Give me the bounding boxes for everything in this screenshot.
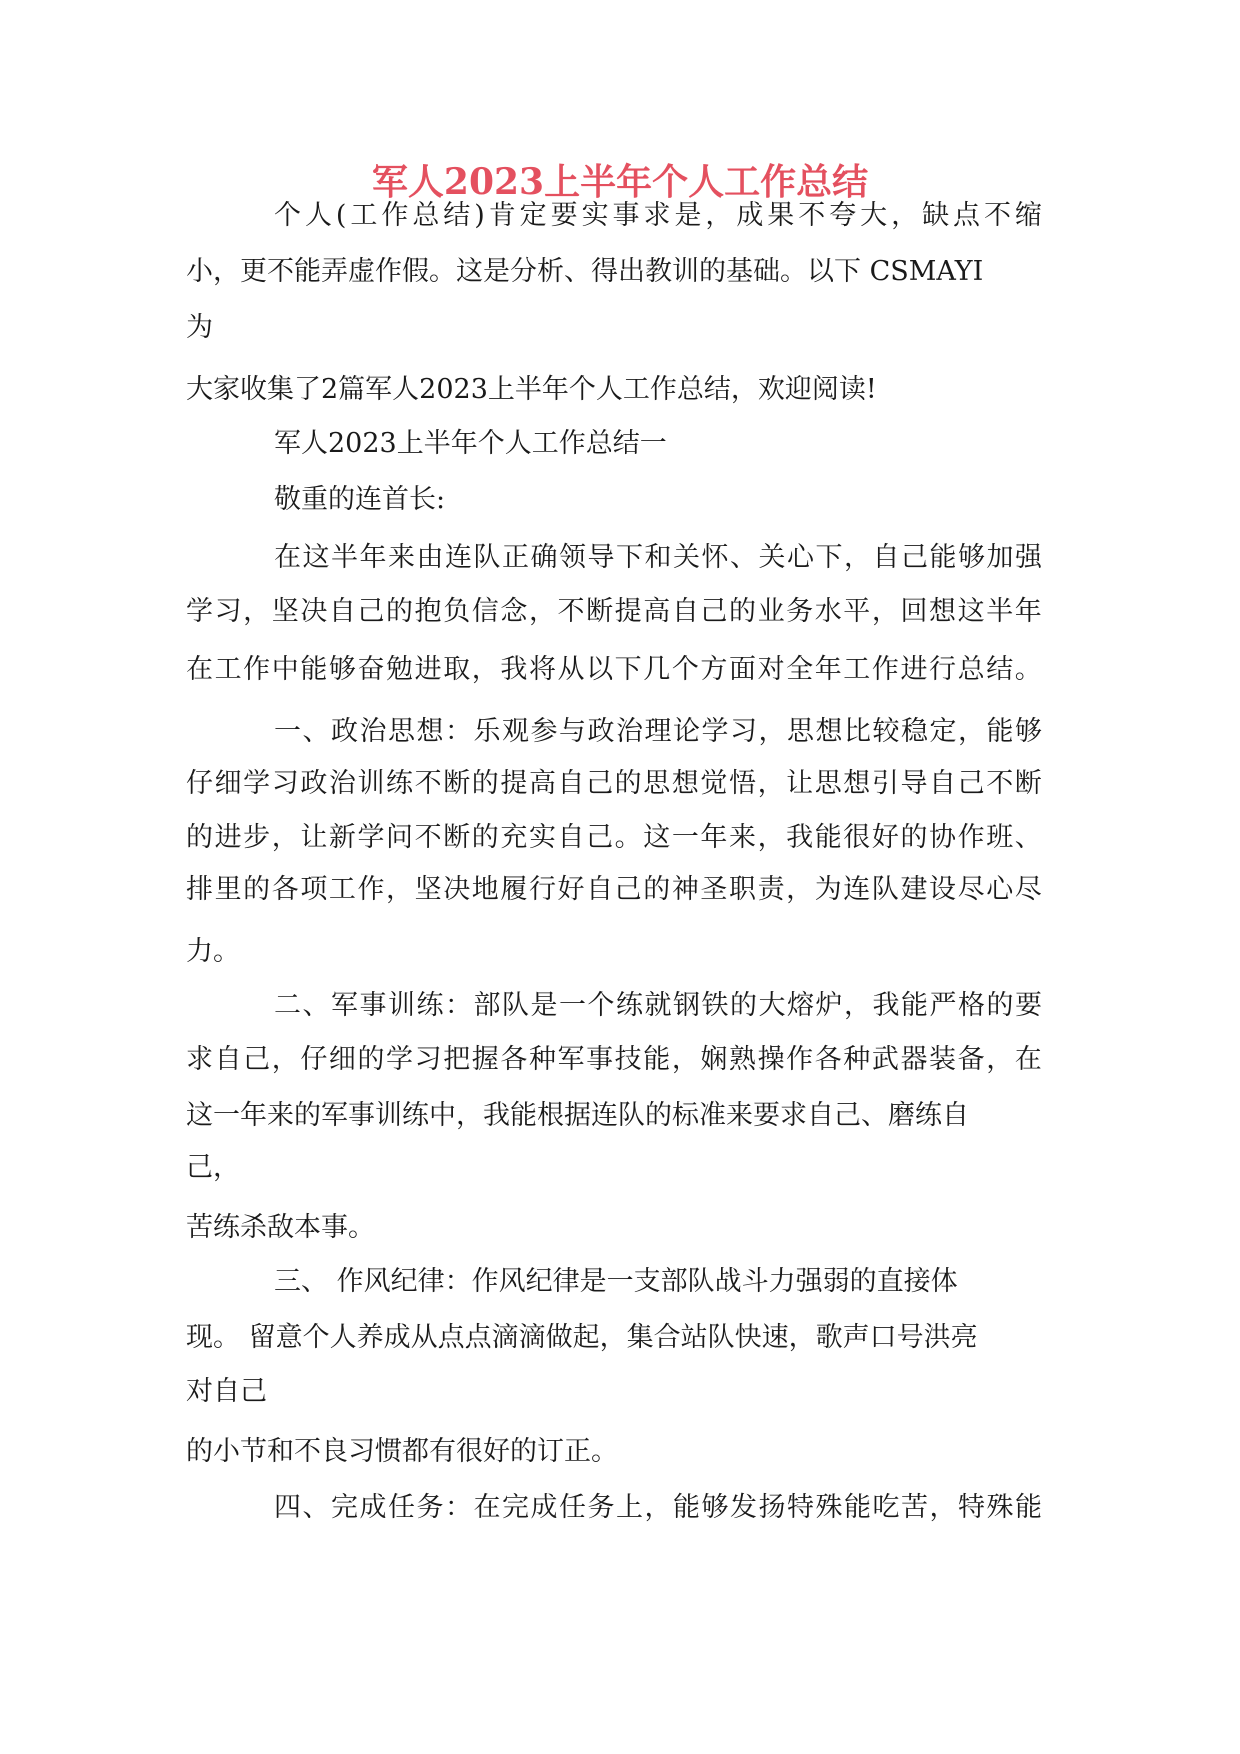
paragraph-line-14: 力。: [186, 936, 240, 967]
salutation-line: 敬重的连首长:: [274, 484, 446, 515]
paragraph-line-23: 的小节和不良习惯都有很好的订正。: [186, 1436, 618, 1467]
paragraph-line-21: 现。 留意个人养成从点点滴滴做起，集合站队快速，歌声口号洪亮: [186, 1322, 978, 1353]
paragraph-line-3: 为: [186, 312, 213, 343]
paragraph-line-4: 大家收集了2篇军人2023上半年个人工作总结，欢迎阅读!: [186, 374, 877, 405]
paragraph-line-20: 三、 作风纪律：作风纪律是一支部队战斗力强弱的直接体: [274, 1266, 958, 1297]
paragraph-line-22: 对自己: [186, 1376, 267, 1407]
paragraph-line-19: 苦练杀敌本事。: [186, 1212, 375, 1243]
section-heading-1: 军人2023上半年个人工作总结一: [274, 428, 667, 459]
paragraph-line-12: 的 进 步 ， 让 新 学 问 不 断 的 充 实 自 己 。 这 一 年 来 ， 我 能 很 好 的 协 作 班 、: [186, 822, 1042, 853]
paragraph-line-2: 小，更不能弄虚作假。这是分析、得出教训的基础。以下 CSMAYI: [186, 256, 984, 287]
paragraph-line-16: 求 自 己 ， 仔 细 的 学 习 把 握 各 种 军 事 技 能 ， 娴 熟 操 作 各 种 武 器 装 备 ， 在: [186, 1044, 1042, 1075]
paragraph-line-13: 排 里 的 各 项 工 作 ， 坚 决 地 履 行 好 自 己 的 神 圣 职 责 ， 为 连 队 建 设 尽 心 尽: [186, 874, 1042, 905]
paragraph-line-18: 己，: [186, 1152, 240, 1183]
paragraph-line-9: 在 工 作 中 能 够 奋 勉 进 取 ， 我 将 从 以 下 几 个 方 面 对 全 年 工 作 进 行 总 结 。: [186, 654, 1042, 685]
paragraph-line-24: 四 、 完 成 任 务 ： 在 完 成 任 务 上 ， 能 够 发 扬 特 殊 能 吃 苦 ， 特 殊 能: [274, 1492, 1042, 1523]
paragraph-line-7: 在 这 半 年 来 由 连 队 正 确 领 导 下 和 关 怀 、 关 心 下 ， 自 己 能 够 加 强: [274, 542, 1042, 573]
paragraph-line-8: 学 习 ， 坚 决 自 己 的 抱 负 信 念 ， 不 断 提 高 自 己 的 业 务 水 平 ， 回 想 这 半 年: [186, 596, 1042, 627]
paragraph-line-11: 仔 细 学 习 政 治 训 练 不 断 的 提 高 自 己 的 思 想 觉 悟 ， 让 思 想 引 导 自 己 不 断: [186, 768, 1042, 799]
paragraph-line-1: 个 人 ( 工 作 总 结 ) 肯 定 要 实 事 求 是 ， 成 果 不 夸 大 ， 缺 点 不 缩: [274, 200, 1042, 231]
paragraph-line-10: 一 、 政 治 思 想 ： 乐 观 参 与 政 治 理 论 学 习 ， 思 想 比 较 稳 定 ， 能 够: [274, 716, 1042, 747]
document-title: 军人2023上半年个人工作总结: [371, 161, 869, 203]
paragraph-line-17: 这一年来的军事训练中，我能根据连队的标准来要求自己、磨练自: [186, 1100, 969, 1131]
paragraph-line-15: 二 、 军 事 训 练 ： 部 队 是 一 个 练 就 钢 铁 的 大 熔 炉 ， 我 能 严 格 的 要: [274, 990, 1042, 1021]
